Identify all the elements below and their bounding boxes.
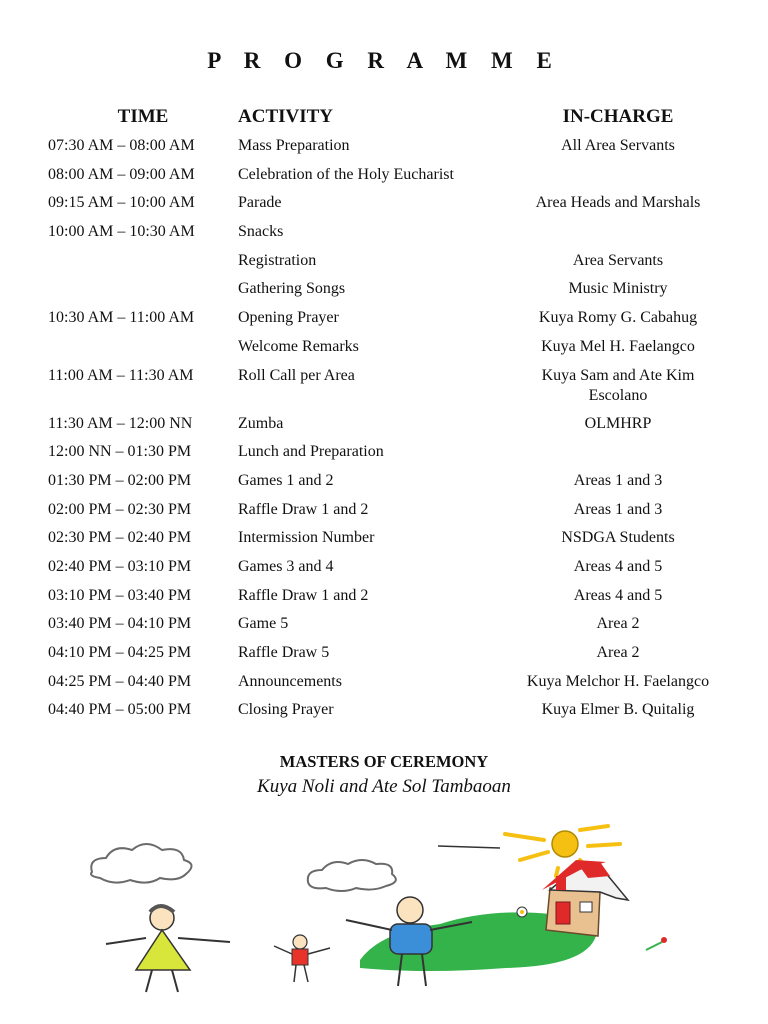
in-charge-cell: Kuya Romy G. Cabahug xyxy=(538,309,698,327)
time-cell: 03:10 PM – 03:40 PM xyxy=(48,586,192,604)
activity-cell: Zumba xyxy=(238,414,284,432)
activity-cell: Gathering Songs xyxy=(238,280,346,298)
table-row xyxy=(48,672,728,701)
house-icon xyxy=(542,860,628,936)
in-charge-cell: NSDGA Students xyxy=(561,529,675,547)
time-cell: 02:00 PM – 02:30 PM xyxy=(48,500,192,518)
in-charge-cell: Areas 1 and 3 xyxy=(573,500,663,518)
table-row xyxy=(48,193,728,222)
activity-cell: Roll Call per Area xyxy=(238,366,355,384)
table-row xyxy=(48,528,728,557)
in-charge-header: IN-CHARGE xyxy=(562,106,674,127)
time-cell: 04:40 PM – 05:00 PM xyxy=(48,701,192,719)
table-row xyxy=(48,366,728,414)
activity-cell: Games 1 and 2 xyxy=(238,471,334,489)
time-cell: 03:40 PM – 04:10 PM xyxy=(48,615,192,633)
activity-cell: Snacks xyxy=(238,223,284,241)
table-header-row xyxy=(48,106,728,136)
time-cell: 10:30 AM – 11:00 AM xyxy=(48,309,195,327)
activity-cell: Games 3 and 4 xyxy=(238,557,334,575)
activity-cell: Intermission Number xyxy=(238,529,375,547)
activity-cell: Mass Preparation xyxy=(238,137,350,154)
activity-cell: Celebration of the Holy Eucharist xyxy=(238,165,454,183)
table-row xyxy=(48,700,728,729)
in-charge-cell: Area Heads and Marshals xyxy=(535,194,701,212)
activity-cell: Raffle Draw 1 and 2 xyxy=(238,500,369,518)
activity-cell: Parade xyxy=(238,194,282,212)
time-cell xyxy=(48,337,238,366)
activity-cell: Game 5 xyxy=(238,615,289,633)
time-cell: 02:30 PM – 02:40 PM xyxy=(48,529,192,547)
in-charge-cell: Areas 4 and 5 xyxy=(573,586,663,604)
table-row xyxy=(48,471,728,500)
programme-table xyxy=(48,106,728,729)
table-row xyxy=(48,337,728,366)
programme-rows xyxy=(48,136,728,729)
in-charge-cell xyxy=(508,165,728,194)
activity-cell: Raffle Draw 5 xyxy=(238,644,330,661)
time-cell: 11:00 AM – 11:30 AM xyxy=(48,366,194,384)
time-cell: 07:30 AM – 08:00 AM xyxy=(48,137,195,154)
table-row xyxy=(48,643,728,672)
time-cell: 04:10 PM – 04:25 PM xyxy=(48,644,192,661)
in-charge-cell: Area Servants xyxy=(572,251,664,269)
table-row xyxy=(48,586,728,615)
table-row xyxy=(48,165,728,194)
family-drawing-icon xyxy=(80,820,680,1010)
time-cell: 08:00 AM – 09:00 AM xyxy=(48,165,195,183)
in-charge-cell: All Area Servants xyxy=(561,137,675,154)
table-row xyxy=(48,251,728,280)
time-cell: 04:25 PM – 04:40 PM xyxy=(48,672,192,690)
cloud-icon xyxy=(91,844,192,883)
in-charge-cell: OLMHRP xyxy=(584,414,652,432)
table-row xyxy=(48,500,728,529)
activity-cell: Opening Prayer xyxy=(238,309,339,327)
cloud-icon xyxy=(308,860,396,891)
time-cell: 09:15 AM – 10:00 AM xyxy=(48,194,195,212)
time-cell: 02:40 PM – 03:10 PM xyxy=(48,557,192,575)
in-charge-cell: Kuya Elmer B. Quitalig xyxy=(541,701,695,719)
in-charge-line: Kuya Sam and Ate Kim xyxy=(541,366,695,384)
activity-cell: Raffle Draw 1 and 2 xyxy=(238,586,369,604)
in-charge-cell: Areas 4 and 5 xyxy=(573,557,663,575)
table-row xyxy=(48,614,728,643)
in-charge-cell xyxy=(508,366,728,414)
in-charge-line: Escolano xyxy=(588,386,648,404)
activity-cell: Welcome Remarks xyxy=(238,337,359,355)
in-charge-cell: Kuya Mel H. Faelangco xyxy=(541,337,695,355)
table-row xyxy=(48,557,728,586)
activity-cell: Registration xyxy=(238,251,317,269)
in-charge-cell: Kuya Melchor H. Faelangco xyxy=(526,672,710,690)
table-row xyxy=(48,442,728,471)
activity-cell: Announcements xyxy=(238,672,342,690)
time-cell xyxy=(48,251,238,280)
table-row xyxy=(48,136,728,165)
page-title: P R O G R A M M E xyxy=(207,48,561,73)
time-cell: 01:30 PM – 02:00 PM xyxy=(48,471,192,489)
in-charge-cell xyxy=(508,222,728,251)
time-cell: 12:00 NN – 01:30 PM xyxy=(48,443,192,461)
time-header: TIME xyxy=(117,106,169,127)
in-charge-cell: Area 2 xyxy=(596,644,640,661)
table-row xyxy=(48,414,728,443)
in-charge-cell xyxy=(508,442,728,471)
table-row xyxy=(48,279,728,308)
in-charge-cell: Areas 1 and 3 xyxy=(573,471,663,489)
activity-cell: Lunch and Preparation xyxy=(238,443,384,461)
activity-header: ACTIVITY xyxy=(238,106,334,127)
mother-figure-icon xyxy=(106,906,230,992)
child-figure-icon xyxy=(274,935,330,982)
time-cell: 11:30 AM – 12:00 NN xyxy=(48,414,193,432)
masters-heading: MASTERS OF CEREMONY xyxy=(279,752,489,771)
in-charge-cell: Music Ministry xyxy=(568,280,668,298)
table-row xyxy=(48,222,728,251)
masters-names: Kuya Noli and Ate Sol Tambaoan xyxy=(257,776,511,797)
time-cell: 10:00 AM – 10:30 AM xyxy=(48,223,195,241)
activity-cell: Closing Prayer xyxy=(238,701,334,719)
time-cell xyxy=(48,279,238,308)
table-row xyxy=(48,308,728,337)
in-charge-cell: Area 2 xyxy=(596,615,640,633)
